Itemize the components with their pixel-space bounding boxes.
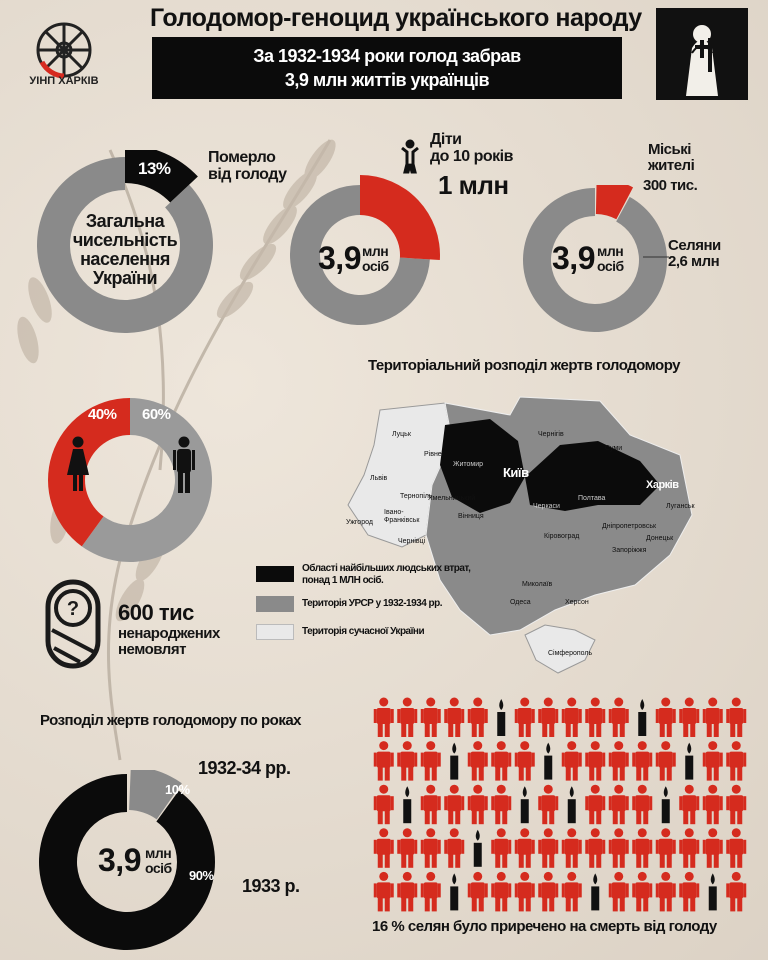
- legend-line-2: понад 1 МЛН осіб.: [302, 575, 384, 586]
- person-icon: [609, 741, 629, 781]
- person-icon: [538, 828, 558, 868]
- person-icon: [538, 698, 558, 738]
- banner-line-2: 3,9 млн життів українців: [284, 70, 490, 90]
- person-icon: [703, 698, 723, 738]
- swaddled-baby-icon: [40, 578, 106, 670]
- unit-2: осіб: [597, 257, 624, 274]
- city-if-line-2: Франківськ: [384, 517, 420, 524]
- urban-line-2: жителі: [648, 156, 695, 174]
- person-icon: [515, 741, 535, 781]
- person-icon: [421, 828, 441, 868]
- person-icon: [515, 698, 535, 738]
- rural-leader: [643, 255, 669, 259]
- urban-donut-big: 3,9: [552, 240, 595, 276]
- person-icon: [679, 828, 699, 868]
- person-icon: [468, 741, 488, 781]
- person-icon: [585, 741, 605, 781]
- city-kirovohrad: Кіровоград: [544, 533, 580, 540]
- candle-icon: [521, 786, 529, 823]
- person-icon: [703, 741, 723, 781]
- urban-line-1: Міські: [648, 141, 691, 158]
- person-icon: [538, 872, 558, 912]
- women-percent: 40%: [88, 406, 117, 423]
- person-icon: [585, 785, 605, 825]
- person-icon: [562, 741, 582, 781]
- city-sumy: Суми: [605, 445, 623, 452]
- unit-2: осіб: [145, 859, 172, 876]
- person-icon: [468, 698, 488, 738]
- city-dnipro: Дніпропетровськ: [602, 523, 657, 530]
- candle-icon: [403, 786, 411, 823]
- map-labels: [340, 385, 700, 690]
- person-icon: [632, 741, 652, 781]
- person-icon: [515, 828, 535, 868]
- city-chernihiv: Чернігів: [538, 431, 564, 438]
- city-odesa: Одеса: [510, 599, 531, 606]
- person-icon: [374, 698, 394, 738]
- person-icon: [515, 872, 535, 912]
- person-icon: [679, 872, 699, 912]
- person-icon: [585, 828, 605, 868]
- city-zaporizhzhia: Запоріжжя: [612, 547, 647, 554]
- city-ivano-frankivsk: [384, 509, 419, 525]
- person-icon: [656, 872, 676, 912]
- rural-line-1: Селяни: [668, 237, 721, 254]
- headline-banner: [152, 37, 622, 99]
- unit-2: осіб: [362, 257, 389, 274]
- unit-1: млн: [362, 243, 389, 259]
- center-line-4: України: [92, 267, 158, 288]
- peasants-grid: [372, 694, 748, 912]
- person-icon: [421, 785, 441, 825]
- years-small-pct: 10%: [165, 782, 190, 797]
- legend-line-1: Області найбільших людських втрат,: [302, 563, 471, 574]
- person-icon: [679, 698, 699, 738]
- city-kherson: Херсон: [565, 599, 589, 606]
- page-title: Голодомор-геноцид українського народу: [150, 4, 642, 32]
- men-percent: 60%: [142, 406, 171, 423]
- person-icon: [491, 828, 511, 868]
- city-poltava: Полтава: [578, 495, 606, 502]
- person-icon: [374, 828, 394, 868]
- candle-icon: [709, 873, 717, 910]
- person-icon: [632, 785, 652, 825]
- person-icon: [468, 872, 488, 912]
- person-icon: [726, 741, 746, 781]
- person-icon: [703, 828, 723, 868]
- candle-icon: [450, 873, 458, 910]
- logo-text: УІНП ХАРКІВ: [29, 75, 99, 87]
- person-icon: [491, 741, 511, 781]
- city-mykolaiv: Миколаїв: [522, 581, 553, 588]
- rural-value: 2,6 млн: [668, 252, 720, 270]
- years-title: Розподіл жертв голодомору по роках: [40, 712, 302, 729]
- city-kyiv: Київ: [503, 465, 529, 480]
- years-large-label: 1933 р.: [242, 876, 300, 896]
- city-rivne: Рівне: [424, 451, 442, 458]
- city-zhytomyr: Житомир: [453, 461, 484, 468]
- peasants-caption: 16 % селян було приречено на смерть від голоду: [372, 918, 717, 935]
- city-uzhhorod: Ужгород: [346, 519, 373, 526]
- urban-value: 300 тис.: [643, 177, 698, 194]
- city-donetsk: Донецьк: [646, 535, 674, 542]
- person-icon: [444, 698, 464, 738]
- person-icon: [679, 785, 699, 825]
- children-line-1: Діти: [430, 131, 462, 148]
- person-icon: [656, 828, 676, 868]
- child-icon: [398, 138, 422, 174]
- person-icon: [444, 828, 464, 868]
- person-icon: [726, 698, 746, 738]
- woman-icon: [64, 435, 92, 495]
- city-ternopil: Тернопіль: [400, 493, 433, 500]
- person-icon: [726, 828, 746, 868]
- person-icon: [397, 872, 417, 912]
- peasants-pictogram: [372, 694, 748, 912]
- years-donut-big: 3,9: [98, 842, 141, 878]
- candle-icon: [638, 699, 646, 736]
- person-icon: [656, 698, 676, 738]
- candle-icon: [497, 699, 505, 736]
- city-lviv: Львів: [370, 475, 388, 482]
- holodomor-memorial-emblem: [656, 8, 748, 100]
- children-callout: [430, 132, 513, 166]
- rural-label: [668, 238, 721, 270]
- person-icon: [726, 872, 746, 912]
- legend-swatch-gray: [256, 596, 294, 612]
- unborn-line-1: ненароджених: [118, 625, 220, 642]
- city-khmelnytskyi: Хмельницький: [428, 495, 476, 502]
- person-icon: [491, 785, 511, 825]
- person-icon: [609, 872, 629, 912]
- person-icon: [585, 698, 605, 738]
- man-icon: [170, 435, 198, 495]
- person-icon: [562, 828, 582, 868]
- person-icon: [609, 698, 629, 738]
- rural-segment: [523, 188, 667, 332]
- city-vinnytsia: Вінниця: [458, 513, 484, 520]
- svg-text:?: ?: [66, 598, 80, 620]
- unborn-value: 600 тис: [118, 600, 194, 625]
- city-cherkasy: Черкаси: [533, 503, 560, 510]
- person-icon: [491, 872, 511, 912]
- person-icon: [562, 698, 582, 738]
- person-icon: [397, 741, 417, 781]
- urban-donut-unit: [597, 244, 624, 273]
- years-donut-unit: [145, 846, 172, 875]
- died-callout: [208, 150, 286, 184]
- candle-icon: [568, 786, 576, 823]
- person-icon: [726, 785, 746, 825]
- map-title: Територіальний розподіл жертв голодомору: [368, 357, 681, 374]
- died-callout-line-1: Померло: [208, 149, 276, 166]
- person-icon: [468, 785, 488, 825]
- person-icon: [562, 872, 582, 912]
- person-icon: [609, 785, 629, 825]
- children-donut-big: 3,9: [318, 240, 361, 276]
- years-large-pct: 90%: [189, 868, 214, 883]
- legend-swatch-black: [256, 566, 294, 582]
- person-icon: [397, 828, 417, 868]
- banner-line-1: За 1932-1934 роки голод забрав: [253, 46, 521, 66]
- candle-icon: [662, 786, 670, 823]
- city-if-line-1: Івано-: [384, 509, 404, 516]
- legend-swatch-white: [256, 624, 294, 640]
- person-icon: [656, 741, 676, 781]
- person-icon: [609, 828, 629, 868]
- urban-rural-donut: [520, 185, 670, 335]
- person-icon: [421, 698, 441, 738]
- unborn-line-2: немовлят: [118, 640, 186, 658]
- candle-icon: [685, 743, 693, 780]
- city-kharkiv: Харків: [646, 479, 679, 491]
- center-line-3: населення: [80, 248, 170, 269]
- person-icon: [421, 872, 441, 912]
- person-icon: [374, 785, 394, 825]
- candle-icon: [450, 743, 458, 780]
- city-simferopol: Сімферополь: [548, 650, 593, 657]
- died-percent: 13%: [138, 159, 171, 178]
- city-chernivtsi: Чернівці: [398, 538, 426, 545]
- unborn-label: [118, 626, 220, 658]
- candle-icon: [591, 873, 599, 910]
- person-icon: [538, 785, 558, 825]
- candle-icon: [474, 830, 482, 867]
- person-icon: [632, 828, 652, 868]
- person-icon: [374, 741, 394, 781]
- legend-label-white: Територія сучасної України: [302, 626, 425, 637]
- years-small-label: 1932-34 рр.: [198, 758, 291, 778]
- person-icon: [632, 872, 652, 912]
- person-icon: [397, 698, 417, 738]
- urban-label: [648, 142, 694, 174]
- center-line-2: чисельність: [72, 229, 178, 250]
- children-line-2: до 10 років: [430, 147, 513, 165]
- population-center-label: [62, 212, 188, 288]
- children-donut-unit: [362, 244, 389, 273]
- candle-icon: [544, 743, 552, 780]
- legend-label-gray: Територія УРСР у 1932-1934 рр.: [302, 598, 443, 609]
- legend-label-black: [302, 563, 502, 587]
- person-icon: [444, 785, 464, 825]
- city-luhansk: Луганськ: [666, 503, 695, 510]
- unit-1: млн: [145, 845, 172, 861]
- died-callout-line-2: від голоду: [208, 165, 287, 183]
- person-icon: [374, 872, 394, 912]
- person-icon: [421, 741, 441, 781]
- person-icon: [703, 785, 723, 825]
- center-line-1: Загальна: [85, 211, 165, 231]
- unit-1: млн: [597, 243, 624, 259]
- city-lutsk: Луцьк: [392, 431, 411, 438]
- children-value: 1 млн: [438, 170, 509, 200]
